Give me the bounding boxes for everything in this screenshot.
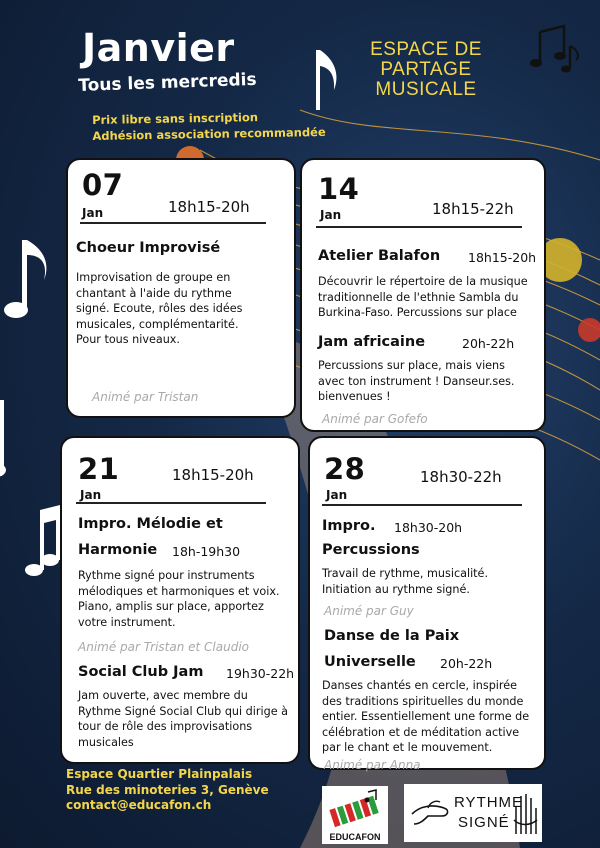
card-time: 18h15-20h xyxy=(168,198,250,216)
espace-line-1: ESPACE DE xyxy=(370,39,482,60)
rythme-signe-logo xyxy=(404,784,542,842)
footer-address xyxy=(66,767,269,814)
music-notes-icon xyxy=(524,18,584,78)
espace-line-3: MUSICALE xyxy=(375,79,477,100)
animator: Animé par Tristan et Claudio xyxy=(78,640,250,654)
event-time: 18h15-20h xyxy=(468,250,537,265)
espace-line-2: PARTAGE xyxy=(380,59,472,80)
month-title: Janvier xyxy=(82,26,235,70)
event-title: Impro. xyxy=(322,518,376,534)
hand-icon xyxy=(408,794,456,834)
animator: Animé par Guy xyxy=(324,604,414,618)
card-divider xyxy=(316,226,522,228)
event-title: Jam africaine xyxy=(318,334,426,350)
card-21 xyxy=(60,436,300,764)
signe-label: SIGNÉ xyxy=(458,814,510,831)
card-day: 07 xyxy=(82,168,124,202)
card-divider xyxy=(76,502,266,504)
price-info xyxy=(92,108,326,144)
event-title: Social Club Jam xyxy=(78,664,204,680)
animator-2: Animé par Anna xyxy=(324,758,421,772)
event-description: Rythme signé pour instruments mélodiques et harmoniques et voix. Piano, amplis sur place, apportez votre instrument. xyxy=(78,569,280,629)
event-title-2: Harmonie xyxy=(78,542,158,558)
footer-line-1: Espace Quartier Plainpalais xyxy=(66,767,253,781)
card-month: Jan xyxy=(326,488,348,502)
card-time: 18h15-22h xyxy=(432,200,514,218)
piano-icon xyxy=(322,786,388,830)
card-month: Jan xyxy=(80,488,102,502)
rythme-label: RYTHME xyxy=(454,794,524,811)
event-description: Jam ouverte, avec membre du Rythme Signé Social Club qui dirige à tour de rôle des improvisations musicales xyxy=(78,689,288,749)
card-month: Jan xyxy=(82,206,104,220)
event-title: Danse de la Paix xyxy=(324,628,460,644)
prix-text: Prix libre sans inscription xyxy=(92,110,259,127)
event-title-2: Universelle xyxy=(324,654,416,670)
event-time: 19h30-22h xyxy=(226,666,295,681)
footer-email[interactable]: contact@educafon.ch xyxy=(66,798,212,812)
espace-title xyxy=(366,40,486,100)
subtitle: Tous les mercredis xyxy=(78,69,257,96)
card-07 xyxy=(66,158,296,418)
card-14 xyxy=(300,158,546,432)
card-28 xyxy=(308,436,546,770)
event-time: 20h-22h xyxy=(440,656,493,671)
event-description: Improvisation de groupe en chantant à l'aide du rythme signé. Ecoute, rôles des idées musicales, complémentarité. Pour tous niveaux. xyxy=(76,271,243,346)
hand-signal-icon xyxy=(512,790,538,836)
event-description: Percussions sur place, mais viens avec ton instrument ! Danseur.ses. bienvenues ! xyxy=(318,359,515,403)
event-title: Atelier Balafon xyxy=(318,248,441,264)
event-description: Travail de rythme, musicalité. Initiation au rythme signé. xyxy=(322,567,488,596)
educafon-logo xyxy=(322,786,388,844)
event-title: Impro. Mélodie et xyxy=(78,516,223,532)
card-divider xyxy=(80,222,266,224)
event-title-2: Percussions xyxy=(322,542,420,558)
card-divider xyxy=(322,504,522,506)
event-description: Danses chantés en cercle, inspirée des traditions spirituelles du monde entier. Essentiellement une forme de célébration et de méditation active par le chant et le mouvement. xyxy=(322,679,530,754)
animator: Animé par Gofefo xyxy=(322,412,428,426)
adhesion-text: Adhésion association recommandée xyxy=(92,124,326,143)
event-description: Découvrir le répertoire de la musique traditionnelle de l'ethnie Sambla du Burkina-Faso. Percussions sur place xyxy=(318,275,528,319)
card-day: 14 xyxy=(318,172,360,206)
card-day: 21 xyxy=(78,452,120,486)
event-title: Choeur Improvisé xyxy=(76,240,221,256)
card-month: Jan xyxy=(320,208,342,222)
event-time: 18h30-20h xyxy=(394,520,463,535)
card-time: 18h30-22h xyxy=(420,468,502,486)
card-day: 28 xyxy=(324,452,366,486)
card-time: 18h15-20h xyxy=(172,466,254,484)
event-time: 18h-19h30 xyxy=(172,544,241,559)
educafon-label: EDUCAFON xyxy=(329,832,381,842)
event-time: 20h-22h xyxy=(462,336,515,351)
animator: Animé par Tristan xyxy=(92,390,199,404)
footer-line-2: Rue des minoteries 3, Genève xyxy=(66,782,269,797)
